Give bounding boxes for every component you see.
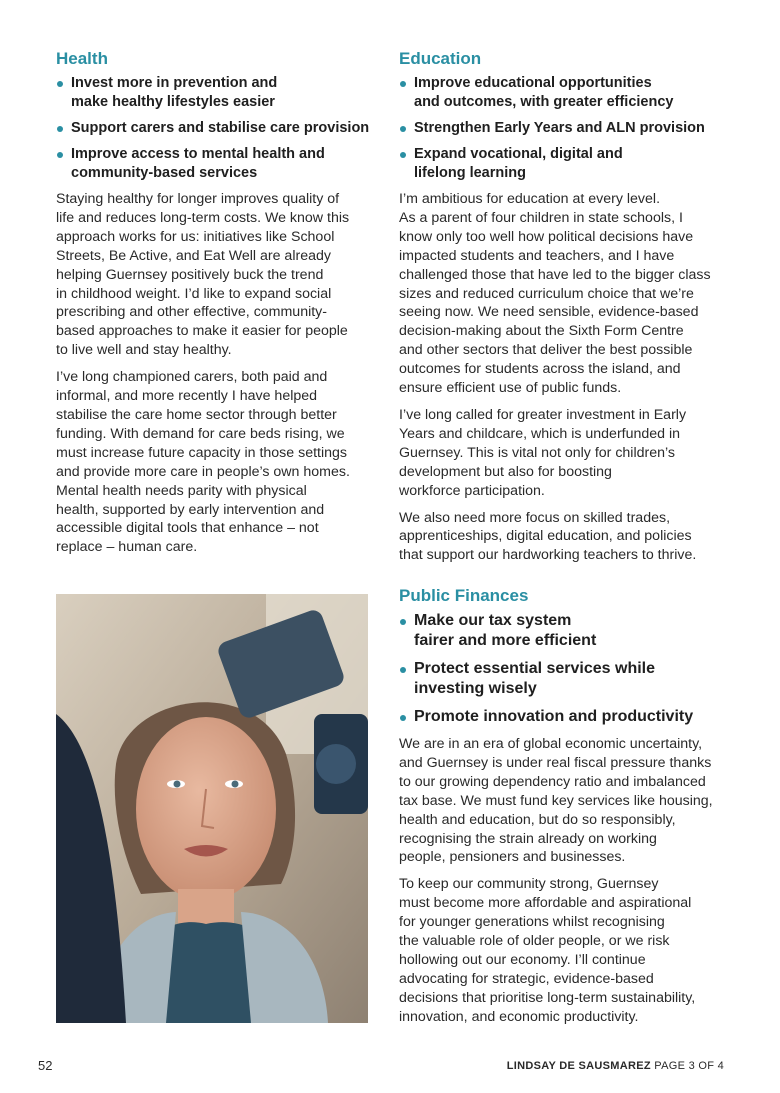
finances-section <box>399 585 735 1035</box>
education-bullet-2: Strengthen Early Years and ALN provision <box>399 119 735 138</box>
health-bullet-1: Invest more in prevention and make healthy lifestyles easier <box>56 74 376 112</box>
page-number: 52 <box>38 1058 53 1073</box>
finances-paragraph-1: We are in an era of global economic uncertainty, and Guernsey is under real fiscal pressure thanks to our growing dependency ratio and imbalanced tax base. We must fund key services like housing, health and education, but do so responsibly, recognising the strain already on working people, pensioners and businesses. <box>399 736 713 866</box>
bullet-dot-icon <box>400 715 406 721</box>
education-bullet-1: Improve educational opportunities and outcomes, with greater efficiency <box>399 74 735 112</box>
education-bullet-3: Expand vocational, digital and lifelong learning <box>399 145 735 183</box>
finances-paragraph-2: To keep our community strong, Guernsey must become more affordable and aspirational for younger generations whilst recognising the valuable role of older people, or we risk hollowing out our economy. I’ll continue advocating for strategic, evidence-based decisions that prioritise long-term sustainability, innovation, and economic productivity. <box>399 876 696 1025</box>
bullet-dot-icon <box>57 81 63 87</box>
education-section <box>399 48 735 573</box>
health-heading: Health <box>56 49 108 68</box>
education-paragraph-3: We also need more focus on skilled trades, apprenticeships, digital education, and policies that support our hardworking teachers to thrive. <box>399 509 697 564</box>
bullet-dot-icon <box>57 152 63 158</box>
page-of: PAGE 3 OF 4 <box>654 1060 724 1072</box>
education-paragraph-2: I’ve long called for greater investment in Early Years and childcare, which is underfunded in Guernsey. This is vital not only for children’s development but also for boosting workforce participation. <box>399 406 687 499</box>
health-bullet-list <box>56 74 376 183</box>
health-bullet-3: Improve access to mental health and community-based services <box>56 145 376 183</box>
education-heading: Education <box>399 49 482 68</box>
bullet-dot-icon <box>400 126 406 132</box>
candidate-name: LINDSAY DE SAUSMAREZ <box>506 1060 651 1072</box>
finances-bullet-list <box>399 611 735 727</box>
education-paragraph-1: I’m ambitious for education at every level. As a parent of four children in state schools, I know only too well how political decisions have impacted students and teachers, and I have challenged those that have led to the bigger class sizes and reduced curriculum choice that we’re seeing now. We need sensible, evidence-based decision-making about the Sixth Form Centre and other sectors that deliver the best possible outcomes for students across the island, and ensure efficient use of public funds. <box>399 191 711 397</box>
footer-candidate <box>507 1060 724 1072</box>
bullet-dot-icon <box>57 126 63 132</box>
bullet-dot-icon <box>400 81 406 87</box>
candidate-photo <box>56 594 368 1023</box>
finances-bullet-2: Protect essential services while investing wisely <box>399 659 735 699</box>
bullet-dot-icon <box>400 619 406 625</box>
bullet-dot-icon <box>400 152 406 158</box>
health-paragraph-2: I’ve long championed carers, both paid and informal, and more recently I have helped stabilise the care home sector through better funding. With demand for care beds rising, we must increase future capacity in those settings and provide more care in people’s own homes. Mental health needs parity with physical health, supported by early intervention and accessible digital tools that enhance – not replace – human care. <box>56 369 350 556</box>
education-bullet-list <box>399 74 735 183</box>
health-paragraph-1: Staying healthy for longer improves quality of life and reduces long-term costs. We know this approach works for us: initiatives like School Streets, Be Active, and Eat Well are already helping Guernsey positively buck the trend in childhood weight. I’d like to expand social prescribing and other effective, community- based approaches to make it easier for people to live well and stay healthy. <box>56 191 350 359</box>
bullet-dot-icon <box>400 667 406 673</box>
finances-bullet-1: Make our tax system fairer and more efficient <box>399 611 735 651</box>
health-section <box>56 48 376 565</box>
finances-bullet-3: Promote innovation and productivity <box>399 707 735 727</box>
health-bullet-2: Support carers and stabilise care provision <box>56 119 376 138</box>
finances-heading: Public Finances <box>399 586 529 605</box>
